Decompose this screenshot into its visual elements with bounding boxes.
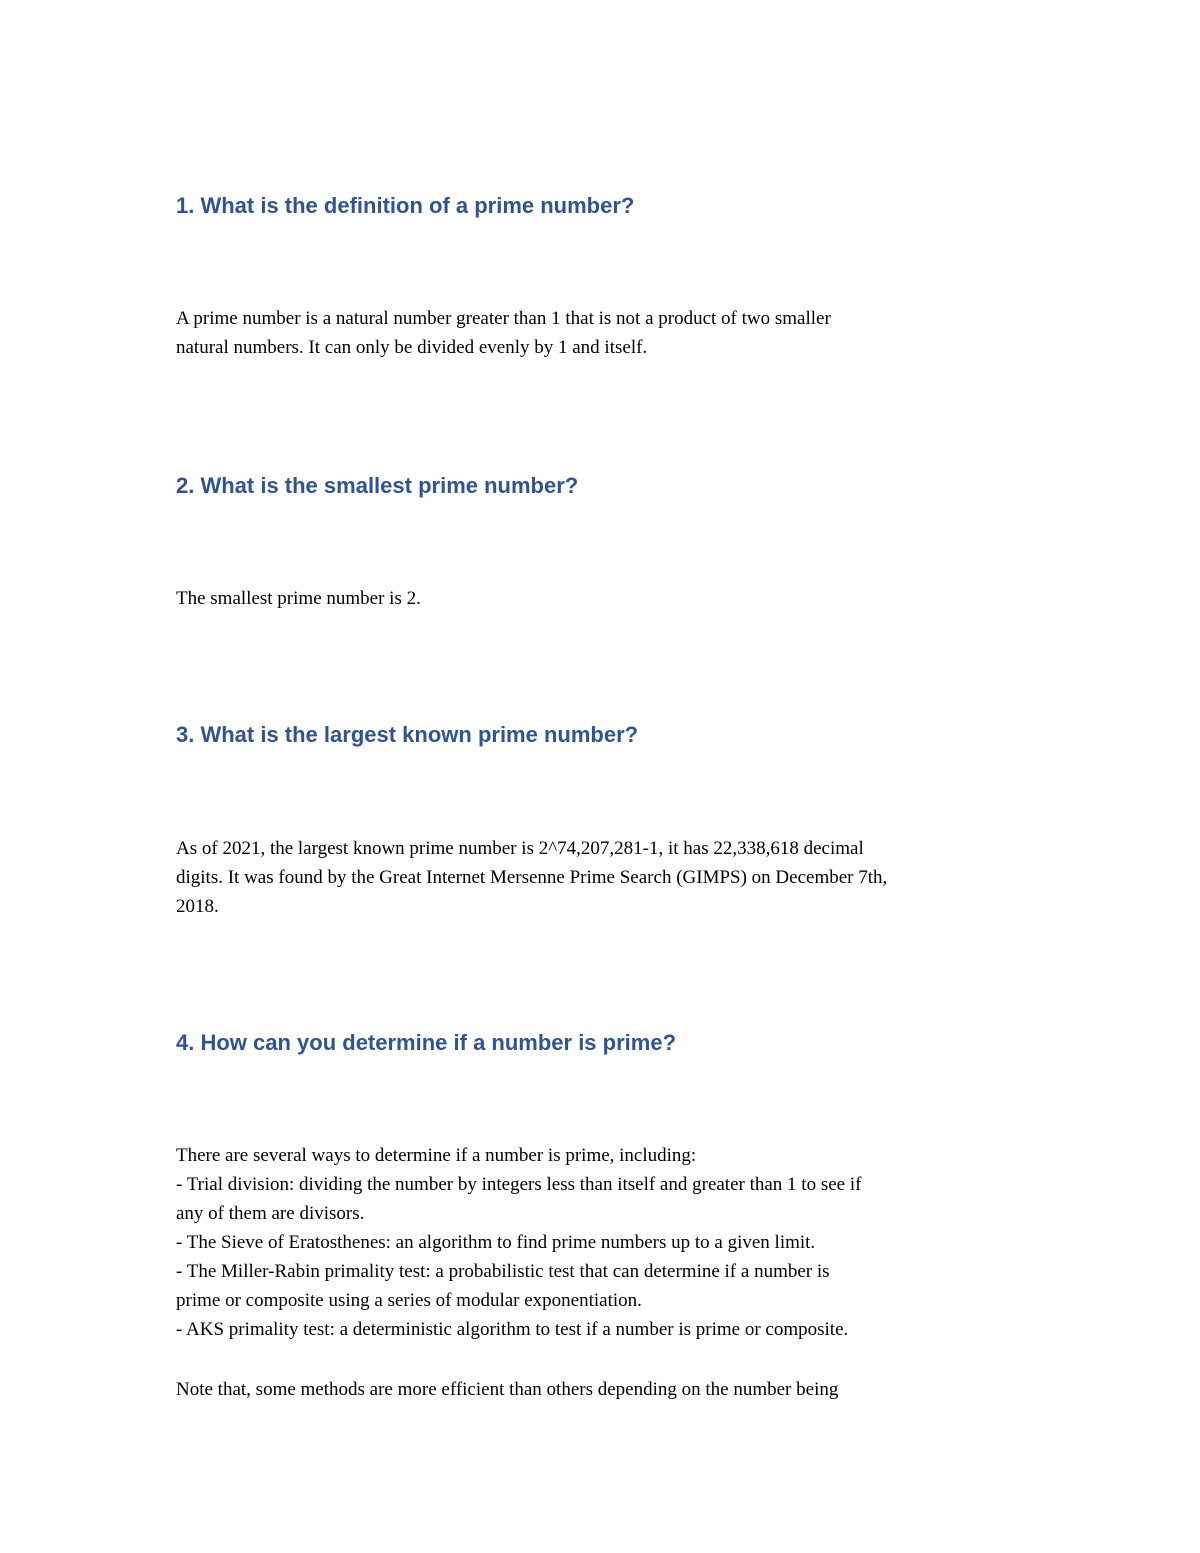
answer-line: 2018. bbox=[176, 896, 219, 917]
answer-line: digits. It was found by the Great Internet Mersenne Prime Search (GIMPS) on December 7th, bbox=[176, 867, 888, 888]
answer-line: - The Miller-Rabin primality test: a probabilistic test that can determine if a number is bbox=[176, 1261, 830, 1282]
answer-line: As of 2021, the largest known prime number is 2^74,207,281-1, it has 22,338,618 decimal bbox=[176, 838, 864, 859]
section-2-heading: 2. What is the smallest prime number? bbox=[176, 473, 579, 498]
answer-line: - AKS primality test: a deterministic algorithm to test if a number is prime or composite. bbox=[176, 1319, 849, 1340]
section-3-answer bbox=[176, 834, 1036, 921]
answer-line: The smallest prime number is 2. bbox=[176, 588, 421, 609]
section-1-answer bbox=[176, 304, 1036, 362]
section-3-heading: 3. What is the largest known prime number? bbox=[176, 722, 639, 747]
section-1-heading: 1. What is the definition of a prime number? bbox=[176, 193, 635, 218]
section-4-note bbox=[176, 1375, 1036, 1404]
answer-line: any of them are divisors. bbox=[176, 1203, 365, 1224]
section-4-heading: 4. How can you determine if a number is prime? bbox=[176, 1030, 677, 1055]
section-2-answer bbox=[176, 584, 1036, 613]
section-4-answer bbox=[176, 1141, 1036, 1344]
answer-line: There are several ways to determine if a number is prime, including: bbox=[176, 1145, 697, 1166]
answer-line: - The Sieve of Eratosthenes: an algorithm to find prime numbers up to a given limit. bbox=[176, 1232, 816, 1253]
answer-line: - Trial division: dividing the number by integers less than itself and greater than 1 to see if bbox=[176, 1174, 862, 1195]
answer-line: A prime number is a natural number greater than 1 that is not a product of two smaller bbox=[176, 308, 831, 329]
answer-line: natural numbers. It can only be divided evenly by 1 and itself. bbox=[176, 337, 648, 358]
note-line: Note that, some methods are more efficient than others depending on the number being bbox=[176, 1379, 839, 1400]
answer-line: prime or composite using a series of modular exponentiation. bbox=[176, 1290, 642, 1311]
